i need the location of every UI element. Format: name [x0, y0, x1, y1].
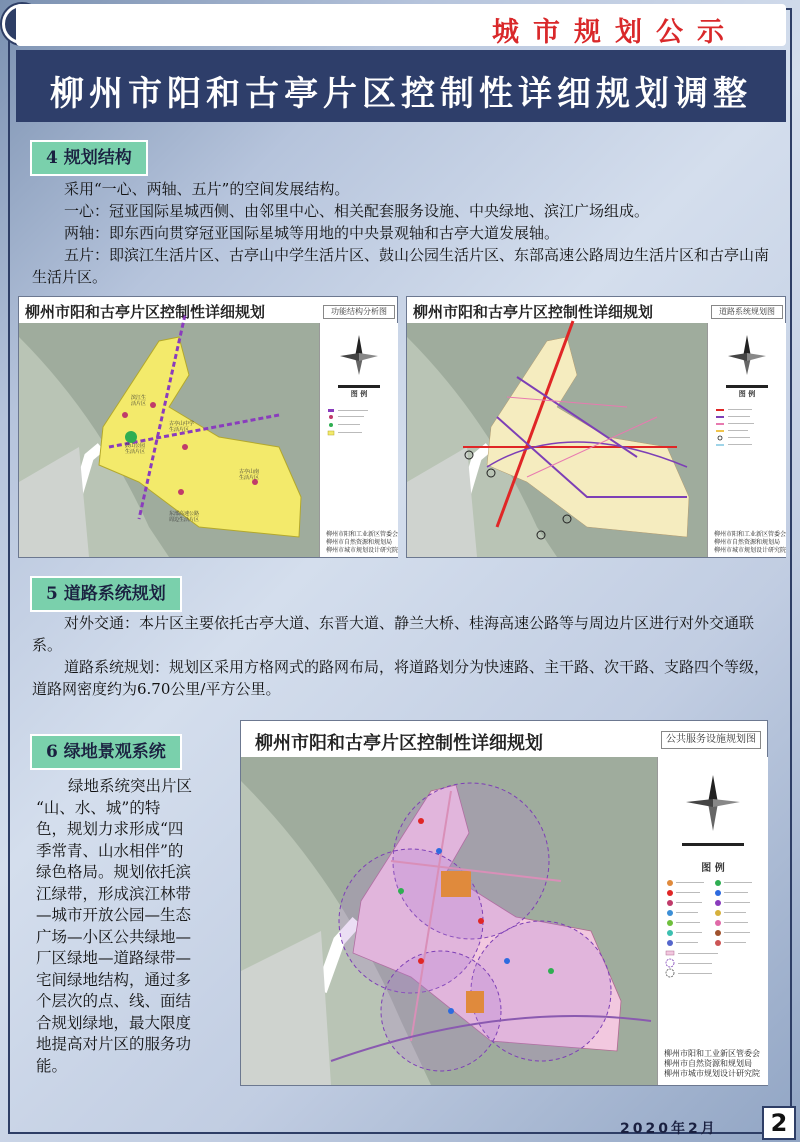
svg-text:滨江生: 滨江生	[131, 395, 147, 401]
banner-bar	[16, 4, 786, 46]
section-5-text	[32, 612, 774, 700]
credit-line: 柳州市城市规划设计研究院	[714, 547, 787, 554]
svg-text:活片区: 活片区	[131, 401, 147, 407]
map-2-title: 柳州市阳和古亭片区控制性详细规划	[413, 303, 654, 321]
page-title: 柳州市阳和古亭片区控制性详细规划调整	[50, 74, 752, 114]
section-4-heading: 4 规划结构	[30, 140, 148, 176]
map-1-credits	[326, 531, 398, 555]
map-3-credits	[664, 1049, 760, 1079]
map-3-legend-title: 图 例	[701, 863, 725, 874]
map-2-tag: 道路系统规划图	[711, 305, 783, 319]
svg-text:东部高速公路: 东部高速公路	[169, 511, 200, 517]
north-arrow-icon	[708, 323, 786, 413]
section-4-line: 两轴：即东西向贯穿冠亚国际星城等用地的中央景观轴和古亭大道发展轴。	[64, 224, 560, 242]
svg-text:生活片区: 生活片区	[169, 427, 190, 433]
section-6-line: “山、水、城”的特	[36, 798, 161, 817]
north-arrow-icon	[320, 323, 398, 413]
section-6-line: 宅间绿地结构，通过多	[36, 970, 192, 989]
section-6-line: 绿地系统突出片区	[68, 777, 193, 795]
title-band	[16, 50, 786, 122]
svg-text:古亭山南: 古亭山南	[239, 469, 260, 475]
map-3-title: 柳州市阳和古亭片区控制性详细规划	[255, 733, 543, 754]
map-road-system	[406, 296, 786, 558]
map-function-structure	[18, 296, 398, 558]
credit-line: 柳州市自然资源和规划局	[326, 539, 393, 546]
svg-text:生活片区: 生活片区	[125, 449, 146, 455]
credit-line: 柳州市自然资源和规划局	[664, 1059, 752, 1068]
section-4-line: 一心：冠亚国际星城西侧、由邻里中心、相关配套服务设施、中央绿地、滨江广场组成。	[64, 202, 650, 220]
map-1-legend-title: 图 例	[350, 390, 368, 398]
page-number: 2	[762, 1106, 796, 1140]
section-6-line: 地提高对片区的服务功	[36, 1035, 192, 1053]
credit-line: 柳州市城市规划设计研究院	[664, 1069, 760, 1078]
section-6-line: 合规划绿地，最大限度	[36, 1013, 192, 1032]
section-6-line: 厂区绿地—道路绿带—	[36, 949, 192, 967]
section-5-line: 对外交通：本片区主要依托古亭大道、东晋大道、静兰大桥、桂海高速公路等与周边片区进行对外交通联系。	[32, 614, 755, 654]
section-4-text	[32, 178, 774, 288]
section-4-line: 采用“一心、两轴、五片”的空间发展结构。	[64, 180, 350, 198]
map-1-legend-items	[320, 405, 398, 455]
credit-line: 柳州市城市规划设计研究院	[326, 547, 399, 554]
map-2-legend-title: 图 例	[738, 390, 756, 398]
svg-text:鼓山公园: 鼓山公园	[125, 443, 146, 449]
north-arrow-icon	[658, 757, 768, 867]
section-6-line: 江绿带，形成滨江林带	[36, 884, 192, 903]
credit-line: 柳州市阳和工业新区管委会	[664, 1049, 760, 1058]
map-3-legend-panel	[657, 757, 768, 1085]
section-5-line: 道路系统规划：规划区采用方格网式的路网布局，将道路划分为快速路、主干路、次干路、支路四个等级，道路网密度约为6.70公里/平方公里。	[32, 658, 770, 698]
section-6-line: 广场—小区公共绿地—	[36, 927, 192, 946]
section-6-heading: 6 绿地景观系统	[30, 734, 182, 770]
section-5-heading: 5 道路系统规划	[30, 576, 182, 612]
section-6-line: 能。	[36, 1056, 68, 1075]
section-6-line: —城市开放公园—生态	[36, 906, 192, 924]
credit-line: 柳州市自然资源和规划局	[714, 539, 781, 546]
map-2-legend-panel	[707, 323, 786, 557]
svg-text:周边生活片区: 周边生活片区	[169, 517, 200, 523]
section-4-line: 五片：即滨江生活片区、古亭山中学生活片区、鼓山公园生活片区、东部高速公路周边生活片区和古亭山南生活片区。	[32, 246, 770, 286]
map-3-legend-items	[658, 877, 768, 997]
section-6-text	[36, 776, 232, 1077]
map-1-legend-panel	[319, 323, 398, 557]
credit-line: 柳州市阳和工业新区管委会	[714, 531, 787, 538]
section-6-line: 季常青、山水相伴”的	[36, 841, 184, 860]
map-1-tag: 功能结构分析图	[323, 305, 395, 319]
publish-date: 2020年2月	[620, 1121, 718, 1137]
map-3-tag: 公共服务设施规划图	[661, 731, 761, 749]
section-6-line: 色，规划力求形成“四	[36, 820, 184, 838]
svg-text:生活片区: 生活片区	[239, 475, 260, 481]
banner-text: 城市规划公示	[492, 17, 738, 48]
map-2-credits	[714, 531, 786, 555]
map-public-facilities	[240, 720, 768, 1086]
map-2-legend-items	[708, 405, 786, 465]
section-6-line: 个层次的点、线、面结	[36, 992, 192, 1010]
svg-text:古亭山中学: 古亭山中学	[169, 421, 195, 427]
section-6-line: 绿色格局。规划依托滨	[36, 863, 192, 881]
map-1-title: 柳州市阳和古亭片区控制性详细规划	[25, 303, 266, 321]
credit-line: 柳州市阳和工业新区管委会	[326, 531, 399, 538]
